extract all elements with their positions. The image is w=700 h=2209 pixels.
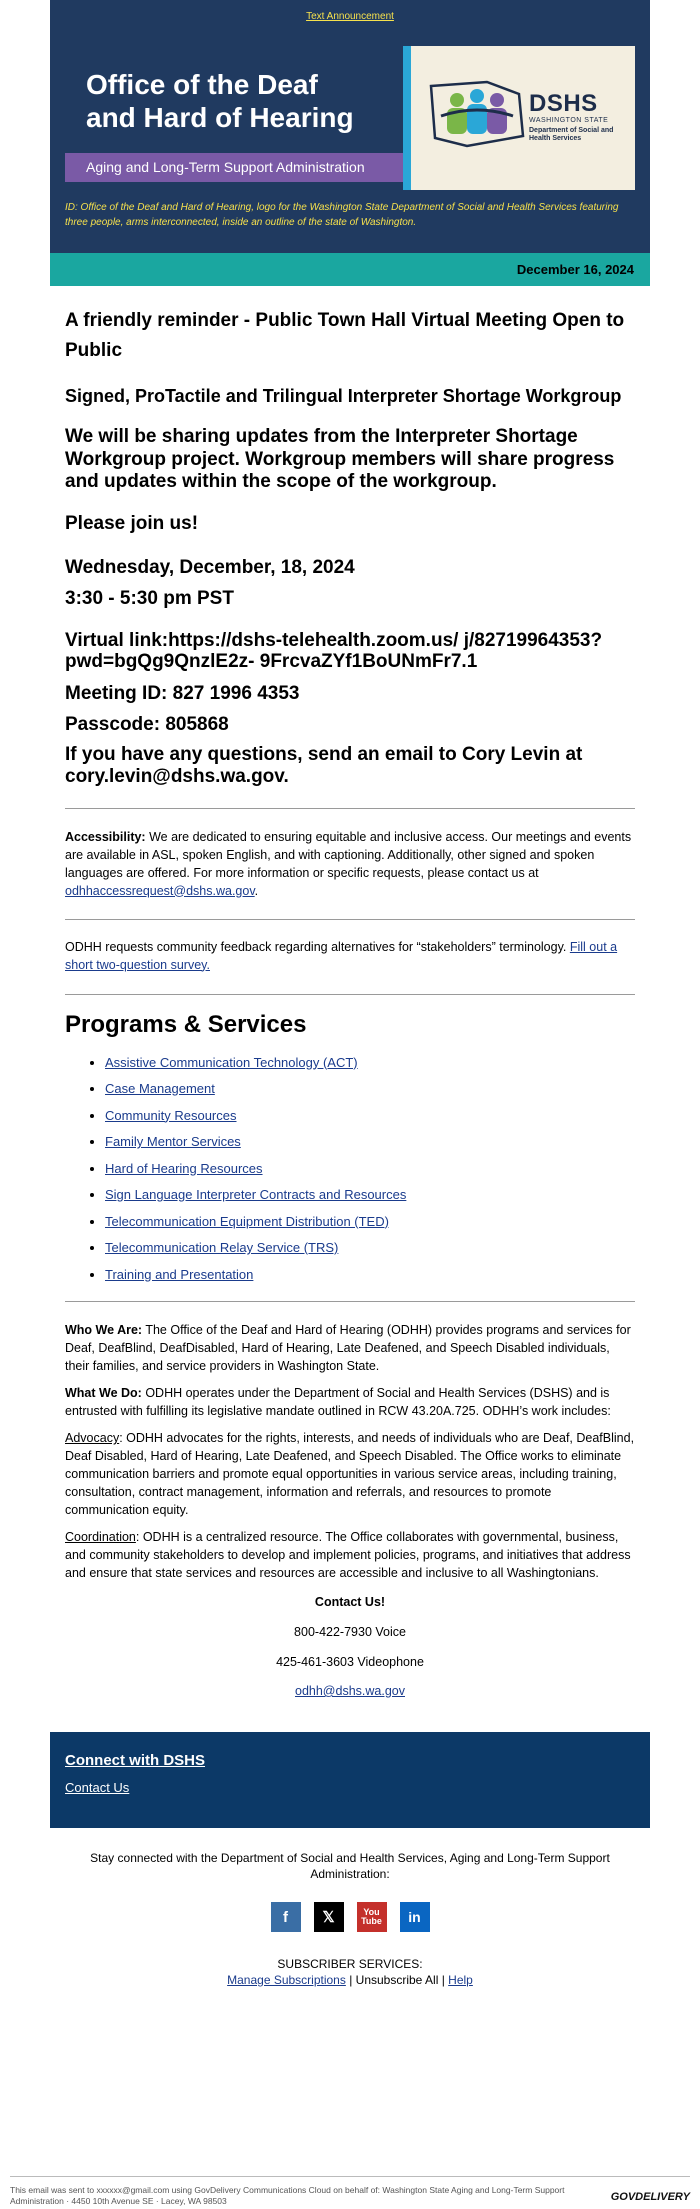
unsubscribe-all-link[interactable]: Unsubscribe All <box>355 1973 439 1987</box>
social-links <box>80 1902 620 1932</box>
meeting-time: 3:30 - 5:30 pm PST <box>65 587 234 609</box>
what-we-do-text: ODHH operates under the Department of Social and Health Services (DSHS) and is entrusted with fulfilling its legislative mandate outlined in RCW 43.20A.725. ODHH’s work includes: <box>65 1386 611 1418</box>
contact-videophone: 425-461-3603 Videophone <box>276 1655 424 1669</box>
who-we-are-label: Who We Are: <box>65 1323 143 1337</box>
manage-subscriptions-link[interactable]: Manage Subscriptions <box>227 1973 346 1987</box>
contact-voice: 800-422-7930 Voice <box>294 1625 406 1639</box>
text-announcement-link[interactable]: Text Announcement <box>306 11 394 22</box>
facebook-icon[interactable]: f <box>271 1902 301 1932</box>
workgroup-description: We will be sharing updates from the Interpreter Shortage Workgroup project. Workgroup members will share progress and updates within the scope of the workgroup. <box>65 426 615 492</box>
dshs-people-logo-icon <box>427 76 527 152</box>
program-link-ted[interactable]: Telecommunication Equipment Distribution (TED) <box>105 1213 389 1229</box>
virtual-link-text: Virtual link:https://dshs-telehealth.zoom.us/ j/82719964353?pwd=bgQg9QnzlE2z- 9FrcvaZYf1BoUNmFr7.1 <box>65 629 603 672</box>
text-announcement-row <box>50 0 650 22</box>
advocacy-paragraph <box>65 1429 635 1519</box>
workgroup-title: Signed, ProTactile and Trilingual Interpreter Shortage Workgroup <box>65 386 622 406</box>
what-we-do-label: What We Do: <box>65 1386 142 1400</box>
connect-footer <box>50 1732 650 1828</box>
subscription-footer <box>80 1828 620 1988</box>
questions-text: If you have any questions, send an email to Cory Levin at cory.levin@dshs.wa.gov. <box>65 743 583 787</box>
program-item <box>105 1240 635 1267</box>
what-we-do-paragraph <box>65 1384 635 1420</box>
image-description: ID: Office of the Deaf and Hard of Hearing, logo for the Washington State Department of Social and Health Services featuring three people, arms interconnected, inside an outline of the state of Washington. <box>65 202 619 228</box>
who-we-are-text: The Office of the Deaf and Hard of Hearing (ODHH) provides programs and services for Deaf, DeafBlind, DeafDisabled, Hard of Hearing, Late Deafened, and Speech Disabled individuals, their families, and service providers in Washington State. <box>65 1323 631 1373</box>
subscriber-services-title: SUBSCRIBER SERVICES: <box>277 1957 423 1971</box>
program-link-training[interactable]: Training and Presentation <box>105 1266 254 1282</box>
banner-title-line2: and Hard of Hearing <box>86 102 354 133</box>
banner-stripe <box>403 46 411 190</box>
programs-list <box>65 1055 635 1294</box>
date-bar: December 16, 2024 <box>50 253 650 286</box>
youtube-icon[interactable]: You Tube <box>357 1902 387 1932</box>
program-link-family-mentor[interactable]: Family Mentor Services <box>105 1134 241 1149</box>
program-link-interpreter-contracts[interactable]: Sign Language Interpreter Contracts and Resources <box>105 1187 407 1202</box>
who-we-are-paragraph <box>65 1321 635 1375</box>
email-container <box>50 0 650 1828</box>
coordination-label: Coordination <box>65 1530 136 1544</box>
contact-block <box>65 1594 635 1699</box>
banner-title-block <box>65 46 403 190</box>
meeting-passcode: Passcode: 805868 <box>65 713 229 735</box>
divider <box>10 2176 690 2177</box>
banner-title-line1: Office of the Deaf <box>86 69 318 100</box>
program-link-case-management[interactable]: Case Management <box>105 1081 215 1096</box>
linkedin-icon[interactable]: in <box>400 1902 430 1932</box>
coordination-paragraph <box>65 1528 635 1582</box>
email-disclaimer: This email was sent to xxxxxx@gmail.com using GovDelivery Communications Cloud on behalf of: Washington State Aging and Long-Term Support Administration · 4450 10th Avenue SE · Lacey, WA 98503 <box>10 2185 565 2206</box>
odhh-banner <box>65 46 635 190</box>
stay-connected-text: Stay connected with the Department of Social and Health Services, Aging and Long-Term Support Administration: <box>90 1851 610 1881</box>
program-item <box>105 1161 635 1188</box>
meeting-id: Meeting ID: 827 1996 4353 <box>65 682 300 704</box>
program-item <box>105 1108 635 1135</box>
feedback-text: ODHH requests community feedback regarding alternatives for “stakeholders” terminology. <box>65 939 570 954</box>
program-link-hard-of-hearing[interactable]: Hard of Hearing Resources <box>105 1160 263 1176</box>
accessibility-label: Accessibility: <box>65 829 146 844</box>
separator: | <box>438 1973 449 1987</box>
survey-link[interactable]: Fill out a short two-question survey. <box>65 939 618 972</box>
access-request-email-link[interactable]: odhhaccessrequest@dshs.wa.gov <box>65 883 255 898</box>
contact-us-link[interactable]: Contact Us <box>65 1780 130 1795</box>
dshs-logo-block <box>411 46 635 190</box>
program-item <box>105 1187 635 1214</box>
programs-title: Programs & Services <box>65 1010 307 1038</box>
program-link-trs[interactable]: Telecommunication Relay Service (TRS) <box>105 1240 339 1255</box>
program-link-act[interactable]: Assistive Communication Technology (ACT) <box>105 1054 358 1070</box>
accessibility-text: We are dedicated to ensuring equitable and inclusive access. Our meetings and events are available in ASL, spoken English, and with captioning. Additionally, other signed and spoken languages are offered. For more information or specific requests, please contact us at <box>65 829 632 880</box>
program-item <box>105 1214 635 1241</box>
x-icon[interactable]: 𝕏 <box>314 1902 344 1932</box>
contact-title: Contact Us! <box>314 1595 386 1609</box>
meeting-date: Wednesday, December, 18, 2024 <box>65 556 355 578</box>
separator: | <box>345 1973 356 1987</box>
banner-subtitle: Aging and Long-Term Support Administration <box>65 153 403 182</box>
feedback-paragraph <box>65 938 635 974</box>
accessibility-end: . <box>254 883 259 898</box>
email-header <box>50 0 650 253</box>
coordination-text: : ODHH is a centralized resource. The Office collaborates with governmental, business, and community stakeholders to develop and implement policies, programs, and initiatives that address and ensure that state services and resources are accessible and inclusive to all Washingtonians. <box>65 1530 631 1580</box>
connect-with-dshs-link[interactable]: Connect with DSHS <box>65 1752 206 1769</box>
subscriber-services <box>80 1956 620 1988</box>
program-item <box>105 1134 635 1161</box>
dshs-dept-label: Department of Social and Health Services <box>529 127 614 142</box>
banner-title <box>86 68 354 134</box>
main-content <box>50 286 650 1732</box>
dshs-wordmark: DSHS <box>529 90 598 117</box>
help-link[interactable]: Help <box>448 1973 473 1987</box>
program-item <box>105 1267 635 1294</box>
contact-email-link[interactable]: odhh@dshs.wa.gov <box>295 1684 405 1698</box>
bottom-bar <box>10 2176 690 2207</box>
program-item <box>105 1081 635 1108</box>
announcement-heading: A friendly reminder - Public Town Hall Virtual Meeting Open to Public <box>65 310 625 361</box>
govdelivery-logo: GOVDELIVERY <box>610 2191 690 2203</box>
accessibility-paragraph <box>65 828 635 900</box>
program-item <box>105 1055 635 1082</box>
join-us-text: Please join us! <box>65 512 199 534</box>
program-link-community-resources[interactable]: Community Resources <box>105 1107 237 1123</box>
dshs-state-label: WASHINGTON STATE <box>529 117 609 124</box>
advocacy-text: : ODHH advocates for the rights, interests, and needs of individuals who are Deaf, DeafBlind, Deaf Disabled, Hard of Hearing, Late Deafened, and Speech Disabled. The Office works to eliminate communication barriers and promote equal opportunities in various service areas, including training, consultation, contract management, information and referrals, and resources to promote communication equity. <box>65 1431 635 1517</box>
advocacy-label: Advocacy <box>65 1431 120 1445</box>
